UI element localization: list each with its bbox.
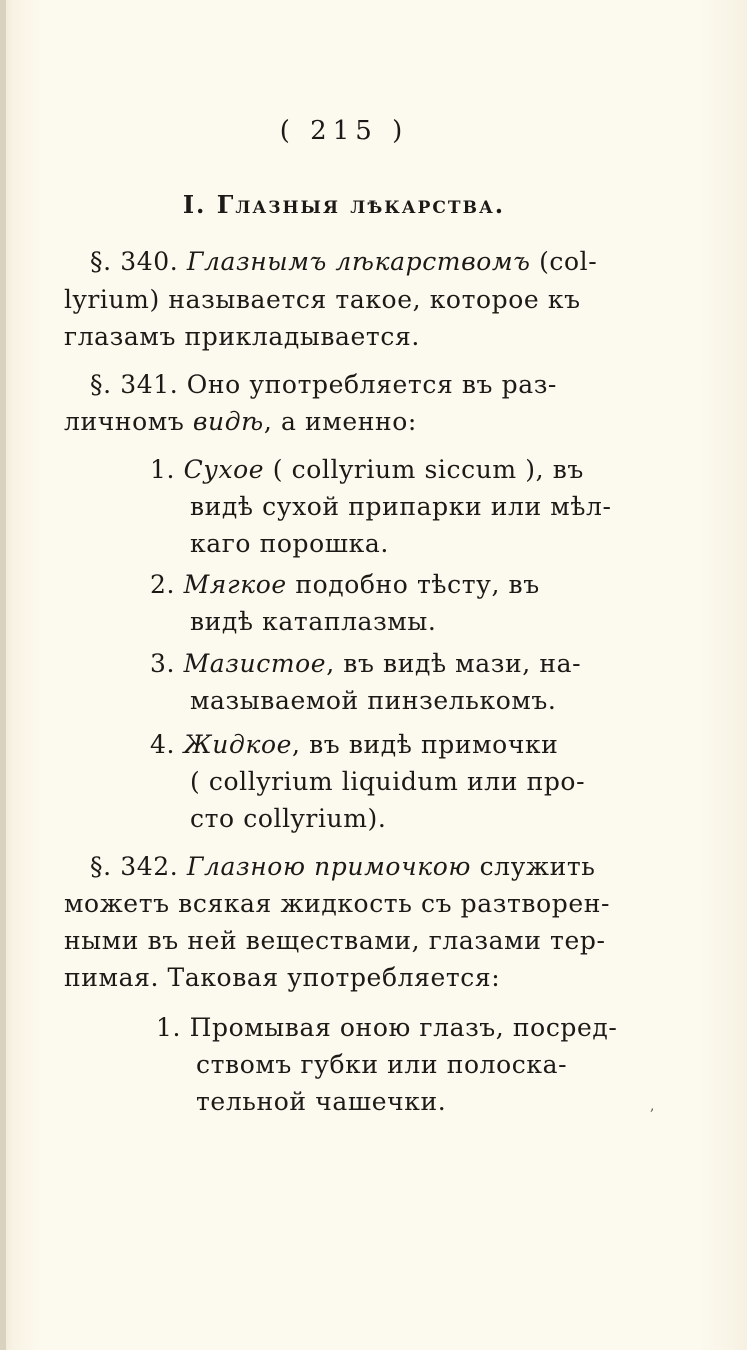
list-item-4-line-3: сто collyrium).	[190, 804, 387, 833]
list-item-3-line-2: мазываемой пинзелькомъ.	[190, 686, 557, 715]
paragraph-342-line-4: пимая. Таковая употребляется:	[64, 963, 501, 992]
section-heading: I. Глазныя лѣкарства.	[182, 190, 506, 219]
list-item-342-1-line-3: тельной чашечки.	[196, 1087, 447, 1116]
paragraph-340-line-3: глазамъ прикладывается.	[64, 322, 420, 351]
paragraph-341-line-2: личномъ видѣ, а именно:	[64, 407, 417, 436]
defined-term: Глазною примочкою	[186, 852, 472, 881]
paragraph-342-line-2: можетъ всякая жидкость съ разтворен-	[64, 889, 611, 918]
paragraph-340-line-1: §. 340. Глазнымъ лѣкарствомъ (col-	[90, 247, 598, 276]
list-item-342-1-line-1: 1. Промывая оною глазъ, посред-	[156, 1013, 618, 1042]
list-item-2-line-2: видѣ катаплазмы.	[190, 607, 437, 636]
list-item-1-line-2: видѣ сухой припарки или мѣл-	[190, 492, 612, 521]
list-item-1-line-3: каго порошка.	[190, 529, 389, 558]
list-item-4-line-1: 4. Жидкое, въ видѣ примочки	[150, 730, 559, 759]
page-number: ( 215 )	[279, 116, 409, 146]
list-item-2-line-1: 2. Мягкое подобно тѣсту, въ	[150, 570, 540, 599]
text-block	[64, 0, 624, 1350]
paragraph-342-line-3: ными въ ней веществами, глазами тер-	[64, 926, 606, 955]
list-item-4-line-2: ( collyrium liquidum или про-	[190, 767, 586, 796]
paragraph-340-line-2: lyrium) называется такое, которое къ	[64, 285, 581, 314]
paragraph-342-line-1: §. 342. Глазною примочкою служить	[90, 852, 596, 881]
paragraph-number: §. 342.	[90, 852, 179, 881]
paragraph-number: §. 340.	[90, 247, 179, 276]
paragraph-341-line-1: §. 341. Оно употребляется въ раз-	[90, 370, 557, 399]
page-binding-edge	[0, 0, 6, 1350]
defined-term: Глазнымъ лѣкарствомъ	[186, 247, 531, 276]
list-item-342-1-line-2: ствомъ губки или полоска-	[196, 1050, 568, 1079]
list-item-1-line-1: 1. Сухое ( collyrium siccum ), въ	[150, 455, 584, 484]
list-item-3-line-1: 3. Мазистое, въ видѣ мази, на-	[150, 649, 582, 678]
margin-mark: ,	[650, 1098, 655, 1114]
